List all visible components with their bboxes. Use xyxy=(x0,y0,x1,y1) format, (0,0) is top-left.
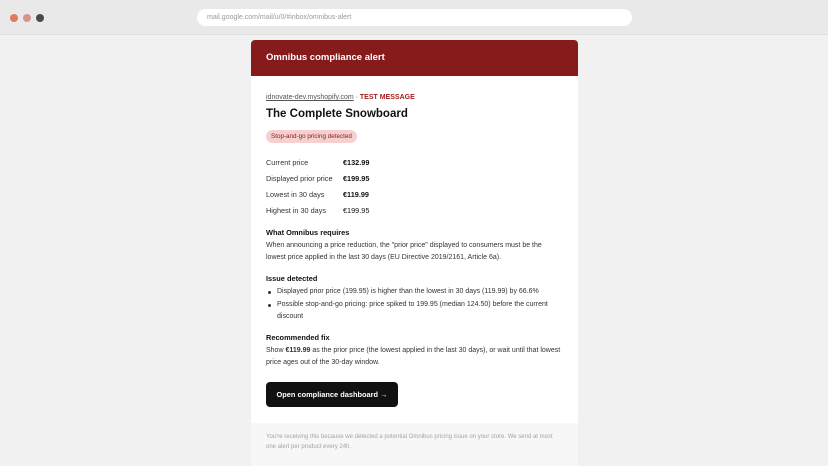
fix-text xyxy=(266,345,563,369)
maximize-window-button[interactable] xyxy=(36,14,44,22)
email-body xyxy=(251,76,578,407)
browser-toolbar xyxy=(0,0,828,35)
price-row xyxy=(266,170,369,186)
store-link[interactable]: idnovate-dev.myshopify.com xyxy=(266,94,354,101)
test-message-tag: TEST MESSAGE xyxy=(359,94,415,101)
price-label: Highest in 30 days xyxy=(266,205,327,215)
fix-prefix: Show xyxy=(266,347,286,354)
requires-text: When announcing a price reduction, the "prior price" displayed to consumers must be the lowest price applied in the last 30 days (EU Directive 2019/2161, Article 6a). xyxy=(266,242,542,261)
issue-heading: Issue detected xyxy=(266,274,318,283)
issue-list xyxy=(266,286,563,323)
price-value: €199.95 xyxy=(343,205,370,215)
price-label: Current price xyxy=(266,157,309,167)
meta-separator: · xyxy=(353,94,360,101)
minimize-window-button[interactable] xyxy=(23,14,31,22)
fix-price: €119.99 xyxy=(285,347,311,354)
product-title: The Complete Snowboard xyxy=(266,108,408,120)
price-label: Displayed prior price xyxy=(266,173,333,183)
price-value: €199.95 xyxy=(343,173,370,183)
email-header-title: Omnibus compliance alert xyxy=(251,40,578,76)
email-meta xyxy=(266,93,563,102)
price-row xyxy=(266,154,369,170)
list-item: Possible stop-and-go pricing: price spiked to 199.95 (median 124.50) before the current discount xyxy=(266,299,563,323)
price-row xyxy=(266,186,369,202)
price-table xyxy=(266,154,369,218)
open-dashboard-button[interactable]: Open compliance dashboard → xyxy=(266,382,398,407)
email-message xyxy=(251,40,578,466)
requires-heading: What Omnibus requires xyxy=(266,228,350,237)
price-row xyxy=(266,202,369,218)
fix-suffix: as the prior price (the lowest applied in the last 30 days), or wait until that lowest price ages out of the 30-day window. xyxy=(266,347,561,366)
price-label: Lowest in 30 days xyxy=(266,189,325,199)
fix-heading: Recommended fix xyxy=(266,333,330,342)
price-value: €119.99 xyxy=(343,189,369,199)
address-bar[interactable]: mail.google.com/mail/u/0/#inbox/omnibus-alert xyxy=(197,9,632,26)
status-badge: Stop-and-go pricing detected xyxy=(266,130,357,143)
list-item: Displayed prior price (199.95) is higher than the lowest in 30 days (119.99) by 66.6% xyxy=(266,286,563,298)
close-window-button[interactable] xyxy=(10,14,18,22)
price-value: €132.99 xyxy=(343,157,370,167)
email-footer: You're receiving this because we detected a potential Omnibus pricing issue on your store. We send at most one alert per product every 24h. xyxy=(251,423,578,466)
